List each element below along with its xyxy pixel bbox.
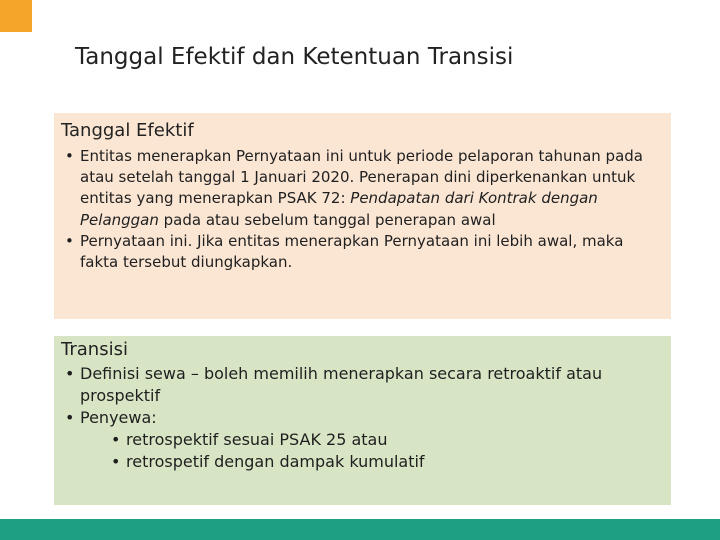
transition-heading: Transisi [61,339,128,360]
effective-date-panel [54,113,671,319]
transition-bullet-1: • Definisi sewa – boleh memilih menerapkan secara retroaktif atau prospektif [61,363,663,407]
corner-accent-square [0,0,32,32]
transition-bullet-2-label: Penyewa: [80,408,157,427]
page-title: Tanggal Efektif dan Ketentuan Transisi [75,44,514,70]
effective-bullet-1 [61,146,663,231]
effective-bullet-1-tail: pada atau sebelum tanggal penerapan awal [158,210,496,229]
transition-list [61,363,663,473]
effective-date-list [61,146,663,273]
lessee-sub-list [80,429,663,473]
effective-bullet-2: • Pernyataan ini. Jika entitas menerapkan Pernyataan ini lebih awal, maka fakta tersebut diungkapkan. [61,231,663,273]
effective-bullet-1-standard-name: Pendapatan dari Kontrak dengan Pelanggan [80,189,598,229]
lessee-sub-item-2: • retrospetif dengan dampak kumulatif [107,451,663,473]
lessee-sub-item-1: • retrospektif sesuai PSAK 25 atau [107,429,663,451]
effective-bullet-1-text: Entitas menerapkan Pernyataan ini untuk periode pelaporan tahunan pada atau setelah tanggal 1 Januari 2020. Penerapan dini diperkenankan untuk entitas yang menerapkan PSAK 72: [80,147,643,208]
transition-bullet-2 [61,407,663,473]
transition-panel [54,336,671,505]
bottom-accent-bar [0,519,720,540]
effective-date-heading: Tanggal Efektif [61,120,194,141]
